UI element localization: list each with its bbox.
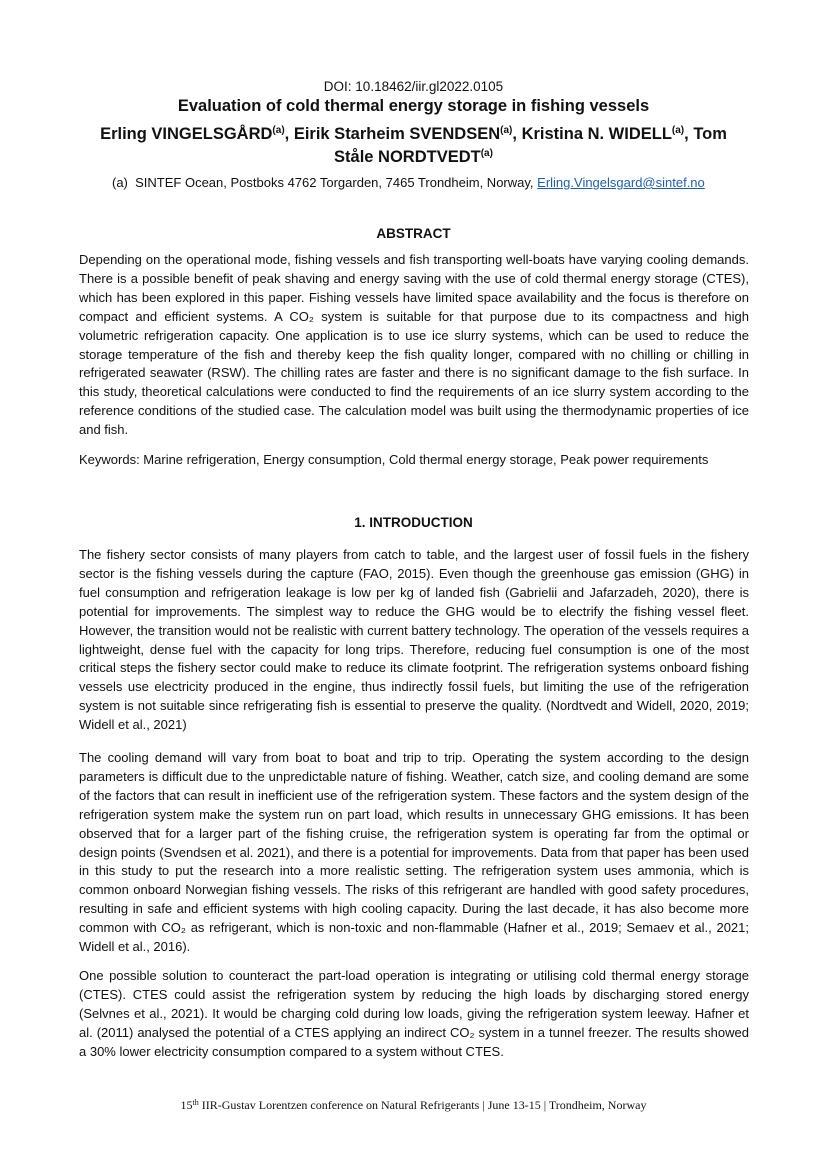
page-footer: 15th IIR-Gustav Lorentzen conference on Natural Refrigerants | June 13-15 | Trondheim, Norway bbox=[180, 1098, 647, 1112]
author-name: Erling VINGELSGÅRD bbox=[100, 125, 273, 143]
introduction-heading: 1. INTRODUCTION bbox=[354, 515, 473, 530]
paper-title: Evaluation of cold thermal energy storage in fishing vessels bbox=[177, 97, 650, 115]
affiliation-label: (a) bbox=[112, 175, 128, 190]
affiliation-text: SINTEF Ocean, Postboks 4762 Torgarden, 7465 Trondheim, Norway, bbox=[135, 175, 534, 190]
affiliation-mark: (a) bbox=[272, 125, 285, 136]
intro-paragraph: The fishery sector consists of many players from catch to table, and the largest user of fossil fuels in the fishery sector is the fishing vessels during the capture (FAO, 2015). Even though the greenhouse gas emission (GHG) in fuel consumption and refrigeration leakage is low per kg of landed fish (Gabrielii and Jafarzadeh, 2020), there is potential for improvements. The simplest way to reduce the GHG would be to electrify the fishing vessel fleet. However, the transition would not be realistic with current battery technology. The operation of the vessels requires a lightweight, dense fuel with the capacity for long trips. Therefore, reducing fuel consumption is one of the most critical steps the fishery sector could make to reduce its climate footprint. The refrigeration systems onboard fishing vessels use electricity produced in the engine, thus indirectly fossil fuels, but limiting the use of the refrigeration system is not suitable since refrigerating fish is essential to preserve the quality. (Nordtvedt and Widell, 2020, 2019; Widell et al., 2021) bbox=[79, 547, 749, 733]
doi-line: DOI: 10.18462/iir.gl2022.0105 bbox=[323, 79, 504, 94]
affiliation-mark: (a) bbox=[500, 125, 513, 136]
intro-paragraph: One possible solution to counteract the part-load operation is integrating or utilising cold thermal energy storage (CTES). CTES could assist the refrigeration system by reducing the high loads by discharging stored energy (Selvnes et al., 2021). It would be charging cold during low loads, giving the refrigeration system leeway. Hafner et al. (2011) analysed the potential of a CTES applying an indirect CO₂ system in a tunnel freezer. The results showed a 30% lower electricity consumption compared to a system without CTES. bbox=[79, 968, 749, 1059]
author-list: Erling VINGELSGÅRD$^{(a)}$, Eirik Starheim SVENDSEN$^{(a)}$, Kristina N. WIDELL$^{(a)}$, Tom Ståle NORDTVEDT$^{(a)}$ bbox=[100, 125, 727, 166]
abstract-heading: ABSTRACT bbox=[376, 226, 451, 241]
footer-text: IIR-Gustav Lorentzen conference on Natural Refrigerants | June 13-15 | Trondheim, Norway bbox=[198, 1098, 647, 1112]
author-name: Tom Ståle NORDTVEDT bbox=[334, 125, 727, 166]
keywords: Keywords: Marine refrigeration, Energy consumption, Cold thermal energy storage, Peak power requirements bbox=[79, 452, 709, 467]
intro-paragraph: The cooling demand will vary from boat to boat and trip to trip. Operating the system according to the design parameters is difficult due to the unpredictable nature of fishing. Weather, catch size, and cooling demand are some of the factors that can result in inefficient use of the refrigeration system. These factors and the system design of the refrigeration system make the system run on part load, which results in unnecessary GHG emissions. It has been observed that for a larger part of the fishing cruise, the refrigeration system is operating far from the optimal or design points (Svendsen et al. 2021), and there is a potential for improvements. Data from that paper has been used in this study to put the research into a more realistic setting. The refrigeration system uses ammonia, which is common onboard Norwegian fishing vessels. The risks of this refrigerant are handled with good safety procedures, resulting in safe and efficient systems with high cooling capacity. During the last decade, it has also become more common with CO₂ as refrigerant, which is non-toxic and non-flammable (Hafner et al., 2019; Semaev et al., 2021; Widell et al., 2016). bbox=[79, 750, 749, 955]
author-name: Eirik Starheim SVENDSEN bbox=[293, 125, 501, 143]
author-name: Kristina N. WIDELL bbox=[521, 125, 672, 143]
affiliation-mark: (a) bbox=[671, 125, 685, 136]
author-email-link[interactable]: Erling.Vingelsgard@sintef.no bbox=[537, 175, 705, 190]
affiliation bbox=[112, 175, 772, 190]
abstract-text: Depending on the operational mode, fishing vessels and fish transporting well-boats have varying cooling demands. There is a possible benefit of peak shaving and energy saving with the use of cold thermal energy storage (CTES), which has been explored in this paper. Fishing vessels have limited space availability and the focus is therefore on compact and efficient systems. A CO₂ system is suitable for that purpose due to its compactness and high volumetric refrigeration capacity. One application is to use ice slurry systems, which can be used to reduce the storage temperature of the fish and thereby keep the fish quality longer, compared with no chilling or chilling in refrigerated seawater (RSW). The chilling rates are faster and there is no significant damage to the fish surface. In this study, theoretical calculations were conducted to find the requirements of an ice slurry system according to the reference conditions of the studied case. The calculation model was built using the thermodynamic properties of ice and fish. bbox=[79, 252, 749, 438]
affiliation-mark: (a) bbox=[480, 148, 493, 159]
